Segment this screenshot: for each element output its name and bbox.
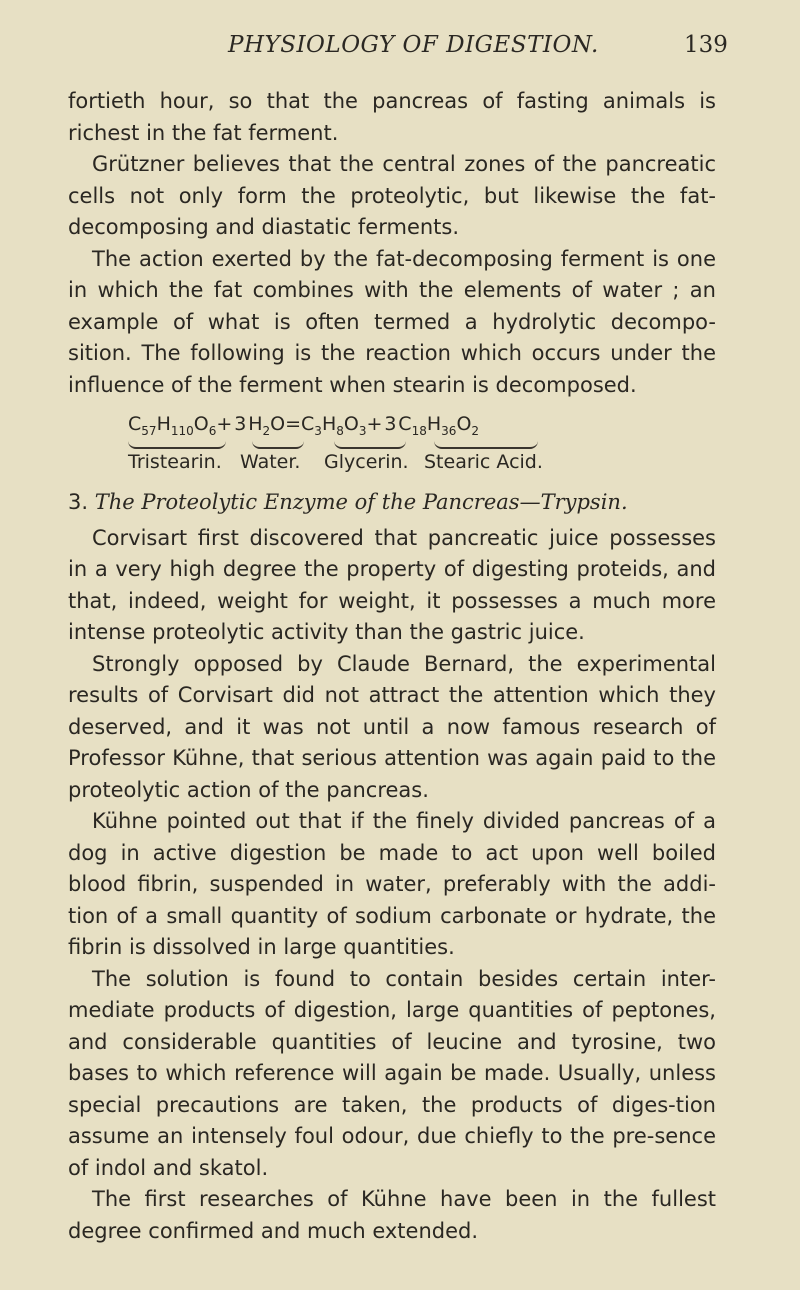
coefficient: 3 bbox=[384, 413, 397, 435]
subscript: 3 bbox=[314, 423, 322, 438]
chemical-equation: $C_{57}H_{110}O_6+$ 3 $H_2O=C_3H_8O_3+$ 3 $C_{18}H_{36}O_2$ bbox=[128, 413, 480, 438]
paragraph: Kühne pointed out that if the finely divided pancreas of a dog in active digestion be made to act upon well boiled blood fibrin, suspended in water, preferably with the addi-tion of a small quantity of sodium carbonate or hydrate, the fibrin is dissolved in large quantities. bbox=[68, 809, 716, 959]
subscript: 57 bbox=[141, 423, 157, 438]
equals-sign: = bbox=[285, 413, 302, 435]
paragraph: The first researches of Kühne have been in the fullest degree confirmed and much extended. bbox=[68, 1187, 716, 1243]
plus-sign: + bbox=[366, 413, 383, 435]
coefficient: 3 bbox=[234, 413, 247, 435]
plus-sign: + bbox=[216, 413, 233, 435]
running-head bbox=[0, 32, 800, 72]
subscript: 8 bbox=[336, 423, 344, 438]
subscript: 18 bbox=[411, 423, 427, 438]
subscript: 36 bbox=[441, 423, 457, 438]
paragraph: Grützner believes that the central zones of the pancreatic cells not only form the proteolytic, but likewise the fat-decomposing and diastatic ferments. bbox=[68, 152, 716, 239]
equation-labels bbox=[68, 437, 716, 471]
page-number: 139 bbox=[684, 32, 728, 58]
subscript: 6 bbox=[208, 423, 217, 438]
section-title: The Proteolytic Enzyme of the Pancreas—Trypsin. bbox=[94, 490, 628, 514]
section-number: 3. bbox=[68, 490, 89, 514]
paragraph: The solution is found to contain besides certain inter-mediate products of digestion, large quantities of peptones, and considerable quantities of leucine and tyrosine, two bases to which reference will again be made. Usually, unless special precautions are taken, the products of diges-tion assume an intensely foul odour, due chiefly to the pre-sence of indol and skatol. bbox=[68, 966, 716, 1180]
equation-label: Stearic Acid. bbox=[424, 451, 543, 473]
paragraph: Corvisart first discovered that pancreatic juice possesses in a very high degree the property of digesting proteids, and that, indeed, weight for weight, it possesses a much more intense proteolytic activity than the gastric juice. bbox=[68, 525, 716, 644]
subscript: 3 bbox=[358, 423, 367, 438]
equation-label: Glycerin. bbox=[324, 451, 409, 473]
subscript: 2 bbox=[262, 423, 271, 438]
equation-label: Water. bbox=[240, 451, 301, 473]
paragraph: Strongly opposed by Claude Bernard, the experimental results of Corvisart did not attract the attention which they deserved, and it was not until a now famous research of Professor Kühne, that serious attention was again paid to the proteolytic action of the pancreas. bbox=[68, 651, 716, 802]
paragraph: fortieth hour, so that the pancreas of fasting animals is richest in the fat ferment. bbox=[68, 89, 716, 145]
paragraph: The action exerted by the fat-decomposing ferment is one in which the fat combines with the elements of water ; an example of what is often termed a hydrolytic decompo-sition. The following is the reaction which occurs under the influence of the ferment when stearin is decomposed. bbox=[68, 246, 716, 397]
equation-label: Tristearin. bbox=[128, 451, 222, 473]
body-text bbox=[68, 86, 716, 1247]
subscript: 110 bbox=[170, 423, 194, 438]
running-title: PHYSIOLOGY OF DIGESTION. bbox=[228, 32, 599, 58]
section-heading bbox=[68, 487, 716, 519]
subscript: 2 bbox=[471, 423, 480, 438]
